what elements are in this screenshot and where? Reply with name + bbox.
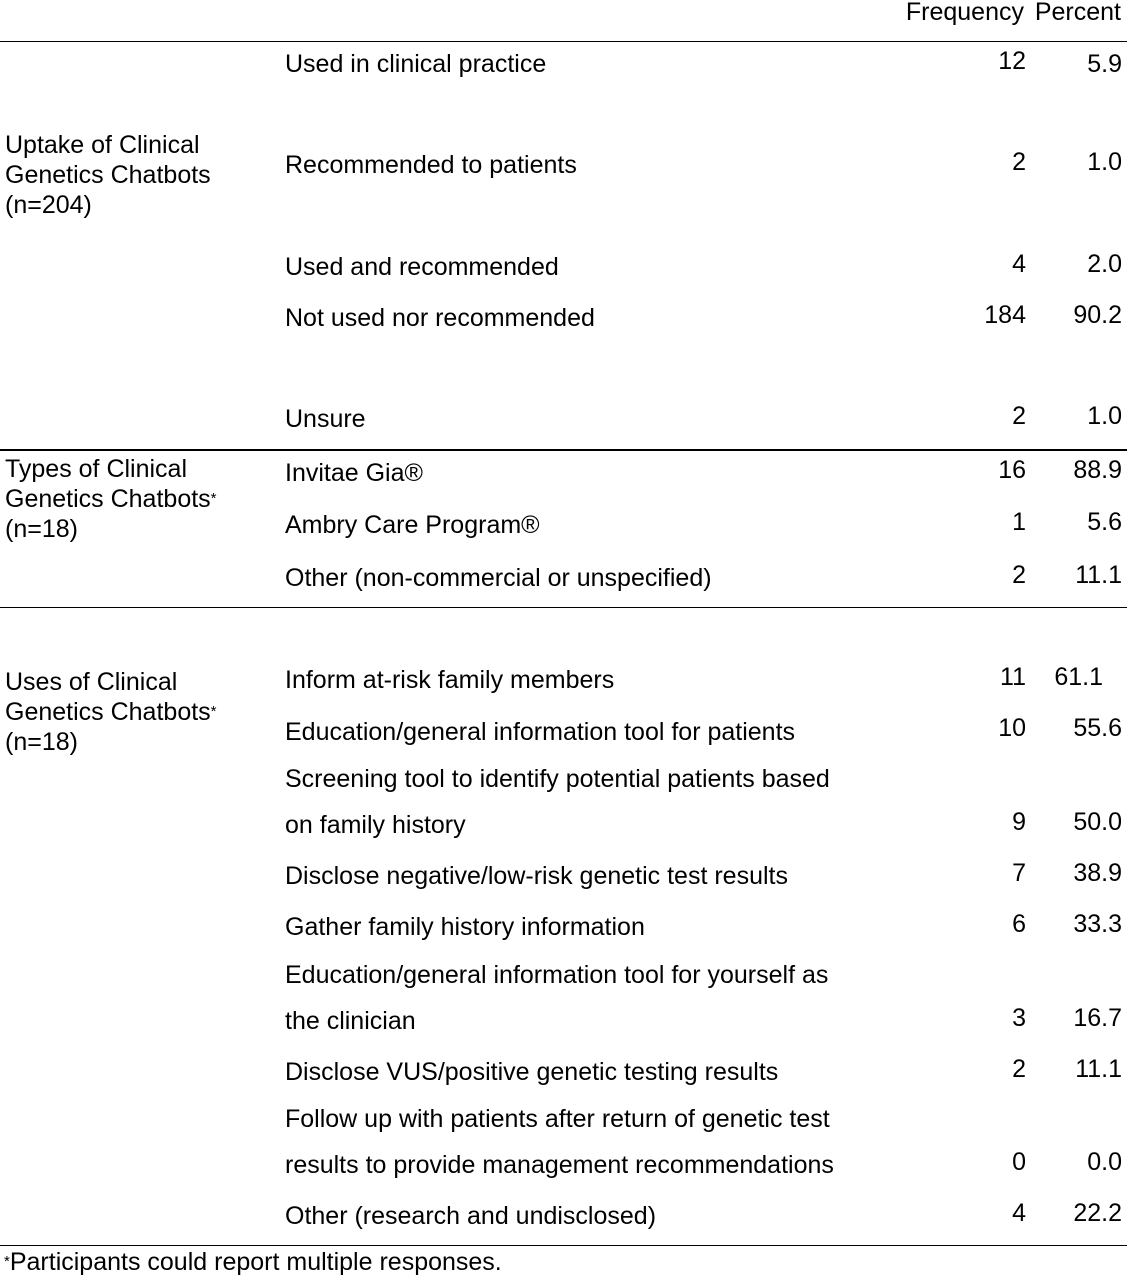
row-frequency: 2 [1012,1055,1026,1083]
row-percent: 38.9 [1073,859,1122,887]
row-percent: 16.7 [1073,1004,1122,1032]
header-frequency: Frequency [905,0,1024,26]
row-percent: 88.9 [1073,456,1122,484]
row-label: Used and recommended [285,253,559,281]
row-label: Unsure [285,405,366,433]
row-label: Invitae Gia® [285,459,423,487]
row-label: Education/general information tool for yourself as [285,961,829,989]
footer-rule [0,1245,1127,1246]
row-percent: 50.0 [1073,808,1122,836]
row-frequency: 11 [1000,663,1026,691]
row-frequency: 12 [998,47,1026,75]
row-label: Other (non-commercial or unspecified) [285,564,712,592]
row-percent: 5.9 [1087,50,1122,78]
section-rule [0,607,1127,608]
row-label: Gather family history information [285,913,645,941]
section-label-uptake: Uptake of Clinical Genetics Chatbots (n=204) [5,131,211,219]
row-frequency: 1 [1012,508,1026,536]
row-frequency: 2 [1012,561,1026,589]
section-label-types: Types of Clinical Genetics Chatbots* (n=18) [5,455,217,543]
row-label: on family history [285,811,466,839]
section-rule [0,449,1127,451]
row-label: Other (research and undisclosed) [285,1202,657,1230]
row-label: Used in clinical practice [285,50,547,78]
row-label: Education/general information tool for patients [285,718,796,746]
row-percent: 55.6 [1073,714,1122,742]
row-label: Inform at-risk family members [285,666,615,694]
row-frequency: 4 [1012,250,1026,278]
row-frequency: 4 [1012,1199,1026,1227]
row-percent: 22.2 [1073,1199,1122,1227]
row-frequency: 16 [998,456,1026,484]
row-percent: 1.0 [1087,402,1122,430]
footnote: *Participants could report multiple responses. [4,1248,502,1276]
row-frequency: 3 [1012,1004,1026,1032]
row-percent: 11.1 [1075,561,1122,589]
row-percent: 61.1 [1054,663,1103,691]
header-rule [0,41,1127,42]
row-frequency: 2 [1012,148,1026,176]
row-frequency: 6 [1012,910,1026,938]
row-label: results to provide management recommendations [285,1151,834,1179]
row-percent: 0.0 [1087,1148,1122,1176]
row-percent: 1.0 [1087,148,1122,176]
row-label: Screening tool to identify potential patients based [285,765,830,793]
row-percent: 2.0 [1087,250,1122,278]
row-label: Recommended to patients [285,151,577,179]
row-percent: 5.6 [1087,508,1122,536]
row-percent: 33.3 [1073,910,1122,938]
row-label: Ambry Care Program® [285,511,540,539]
header-percent: Percent [1034,0,1121,26]
row-label: Disclose VUS/positive genetic testing results [285,1058,779,1086]
row-frequency: 7 [1012,859,1026,887]
row-frequency: 10 [998,714,1026,742]
section-label-uses: Uses of Clinical Genetics Chatbots* (n=18) [5,668,217,756]
row-label: the clinician [285,1007,416,1035]
row-label: Follow up with patients after return of genetic test [285,1105,830,1133]
row-percent: 11.1 [1075,1055,1122,1083]
row-frequency: 9 [1012,808,1026,836]
row-frequency: 2 [1012,402,1026,430]
row-label: Disclose negative/low-risk genetic test results [285,862,788,890]
row-label: Not used nor recommended [285,304,595,332]
row-frequency: 184 [984,301,1026,329]
row-frequency: 0 [1012,1148,1026,1176]
row-percent: 90.2 [1073,301,1122,329]
